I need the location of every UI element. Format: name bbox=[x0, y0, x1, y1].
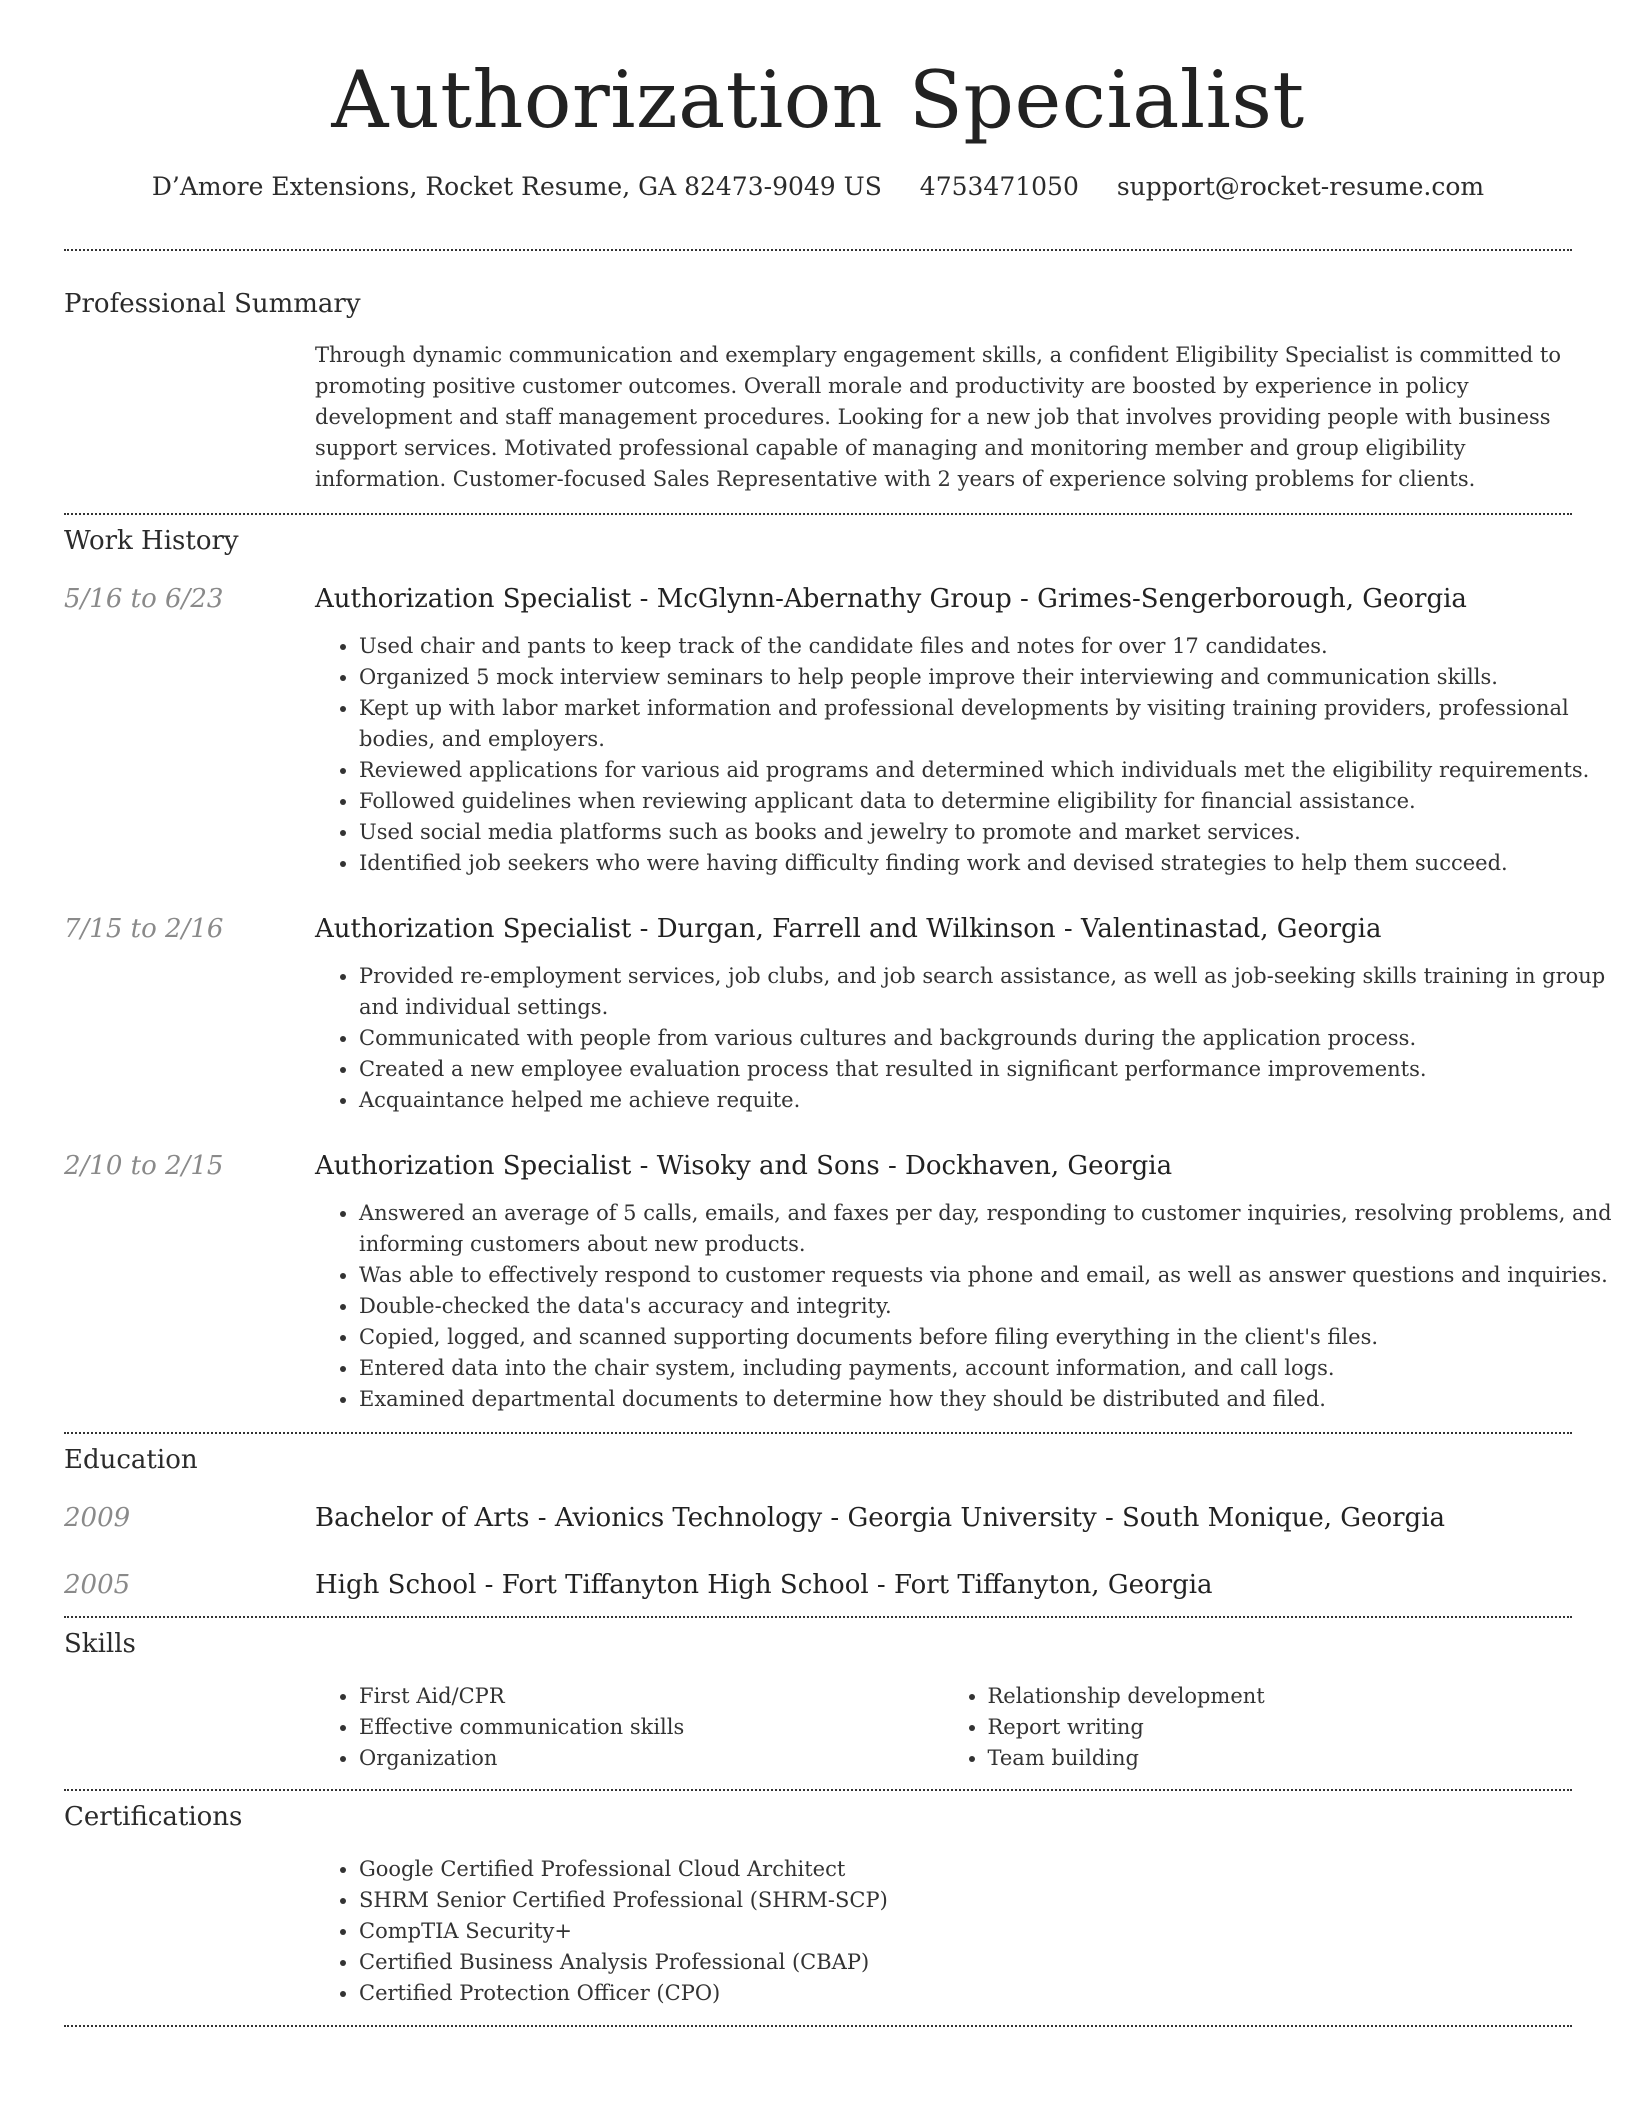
job-entry bbox=[64, 1149, 1612, 1415]
job-bullet: • Used chair and pants to keep track of the candidate files and notes for over 17 candidates. bbox=[359, 631, 1616, 662]
divider bbox=[64, 1789, 1572, 1791]
section-title-summary: Professional Summary bbox=[64, 289, 361, 319]
divider bbox=[64, 1616, 1572, 1618]
skill-item: • Relationship development bbox=[988, 1681, 1573, 1712]
certification-item: • Certified Protection Officer (CPO) bbox=[359, 1978, 1616, 2009]
job-bullet: • Reviewed applications for various aid programs and determined which individuals met the eligibility requirements. bbox=[359, 755, 1616, 786]
job-bullet: • Provided re-employment services, job clubs, and job search assistance, as well as job-seeking skills training in group and individual settings. bbox=[359, 961, 1616, 1023]
job-bullet: • Followed guidelines when reviewing applicant data to determine eligibility for financial assistance. bbox=[359, 786, 1616, 817]
job-bullet: • Identified job seekers who were having difficulty finding work and devised strategies to help them succeed. bbox=[359, 848, 1616, 879]
job-bullets bbox=[315, 631, 1616, 879]
job-bullets bbox=[315, 1198, 1616, 1415]
resume-page bbox=[64, 0, 1612, 2027]
job-bullet: • Was able to effectively respond to customer requests via phone and email, as well as answer questions and inquiries. bbox=[359, 1260, 1616, 1291]
certification-item: • SHRM Senior Certified Professional (SHRM-SCP) bbox=[359, 1885, 1616, 1916]
job-header bbox=[64, 912, 1572, 946]
job-heading: Authorization Specialist - Wisoky and Sons - Dockhaven, Georgia bbox=[315, 1151, 1173, 1181]
skills-columns bbox=[315, 1681, 1572, 1774]
job-dates: 5/16 to 6/23 bbox=[64, 584, 224, 614]
skills-section bbox=[64, 1627, 1572, 1774]
education-entry bbox=[64, 1568, 1572, 1602]
job-bullets bbox=[315, 961, 1616, 1116]
job-bullet: • Answered an average of 5 calls, emails, and faxes per day, responding to customer inquiries, resolving problems, and informing customers about new products. bbox=[359, 1198, 1616, 1260]
certification-item: • Google Certified Professional Cloud Architect bbox=[359, 1854, 1616, 1885]
job-bullet: • Examined departmental documents to determine how they should be distributed and filed. bbox=[359, 1384, 1616, 1415]
certification-item: • Certified Business Analysis Professional (CBAP) bbox=[359, 1947, 1616, 1978]
divider bbox=[64, 249, 1572, 251]
contact-line bbox=[64, 170, 1572, 204]
education-details: Bachelor of Arts - Avionics Technology - Georgia University - South Monique, Georgia bbox=[315, 1503, 1446, 1533]
skills-list-left bbox=[315, 1681, 944, 1774]
divider bbox=[64, 513, 1572, 515]
contact-address: D’Amore Extensions, Rocket Resume, GA 82473-9049 US bbox=[151, 172, 882, 201]
job-entry bbox=[64, 582, 1590, 879]
certifications-list bbox=[315, 1854, 1616, 2009]
job-heading: Authorization Specialist - Durgan, Farrell and Wilkinson - Valentinastad, Georgia bbox=[315, 914, 1382, 944]
education-details: High School - Fort Tiffanyton High School - Fort Tiffanyton, Georgia bbox=[315, 1570, 1213, 1600]
job-header bbox=[64, 582, 1572, 616]
job-bullet: • Kept up with labor market information and professional developments by visiting training providers, professional bodies, and employers. bbox=[359, 693, 1616, 755]
summary-section bbox=[64, 287, 1572, 495]
job-dates: 2/10 to 2/15 bbox=[64, 1151, 224, 1181]
work-history-section bbox=[64, 524, 1612, 1415]
divider bbox=[64, 1432, 1572, 1434]
job-bullet: • Organized 5 mock interview seminars to help people improve their interviewing and communication skills. bbox=[359, 662, 1616, 693]
job-bullet: • Copied, logged, and scanned supporting documents before filing everything in the client's files. bbox=[359, 1322, 1616, 1353]
skill-item: • Team building bbox=[988, 1743, 1573, 1774]
job-bullet: • Communicated with people from various cultures and backgrounds during the application process. bbox=[359, 1023, 1616, 1054]
section-title-education: Education bbox=[64, 1445, 198, 1475]
summary-text: Through dynamic communication and exemplary engagement skills, a confident Eligibility Specialist is committed to promoting positive customer outcomes. Overall morale and productivity are boosted by experience in policy development and staff management procedures. Looking for a new job that involves providing people with business support services. Motivated professional capable of managing and monitoring member and group eligibility information. Customer-focused Sales Representative with 2 years of experience solving problems for clients. bbox=[315, 343, 1561, 491]
job-entry bbox=[64, 912, 1606, 1116]
job-bullet: • Entered data into the chair system, including payments, account information, and call logs. bbox=[359, 1353, 1616, 1384]
education-entry bbox=[64, 1501, 1572, 1535]
education-section bbox=[64, 1443, 1572, 1602]
certifications-section bbox=[64, 1800, 1572, 2009]
section-title-skills: Skills bbox=[64, 1629, 136, 1659]
job-header bbox=[64, 1149, 1572, 1183]
job-heading: Authorization Specialist - McGlynn-Abernathy Group - Grimes-Sengerborough, Georgia bbox=[315, 584, 1467, 614]
divider bbox=[64, 2025, 1572, 2027]
job-bullet: • Created a new employee evaluation process that resulted in significant performance improvements. bbox=[359, 1054, 1616, 1085]
section-title-work-history: Work History bbox=[64, 526, 239, 556]
skill-item: • Organization bbox=[359, 1743, 944, 1774]
education-year: 2009 bbox=[64, 1503, 131, 1533]
skill-item: • First Aid/CPR bbox=[359, 1681, 944, 1712]
contact-phone: 4753471050 bbox=[919, 172, 1079, 201]
skill-item: • Report writing bbox=[988, 1712, 1573, 1743]
education-year: 2005 bbox=[64, 1570, 131, 1600]
section-title-certifications: Certifications bbox=[64, 1802, 243, 1832]
certification-item: • CompTIA Security+ bbox=[359, 1916, 1616, 1947]
candidate-name: Authorization Specialist bbox=[331, 54, 1305, 146]
contact-email: support@rocket-resume.com bbox=[1116, 172, 1485, 201]
skills-list-right bbox=[944, 1681, 1573, 1774]
job-dates: 7/15 to 2/16 bbox=[64, 914, 224, 944]
job-bullet: • Used social media platforms such as books and jewelry to promote and market services. bbox=[359, 817, 1616, 848]
skill-item: • Effective communication skills bbox=[359, 1712, 944, 1743]
job-bullet: • Acquaintance helped me achieve requite. bbox=[359, 1085, 1616, 1116]
job-bullet: • Double-checked the data's accuracy and integrity. bbox=[359, 1291, 1616, 1322]
